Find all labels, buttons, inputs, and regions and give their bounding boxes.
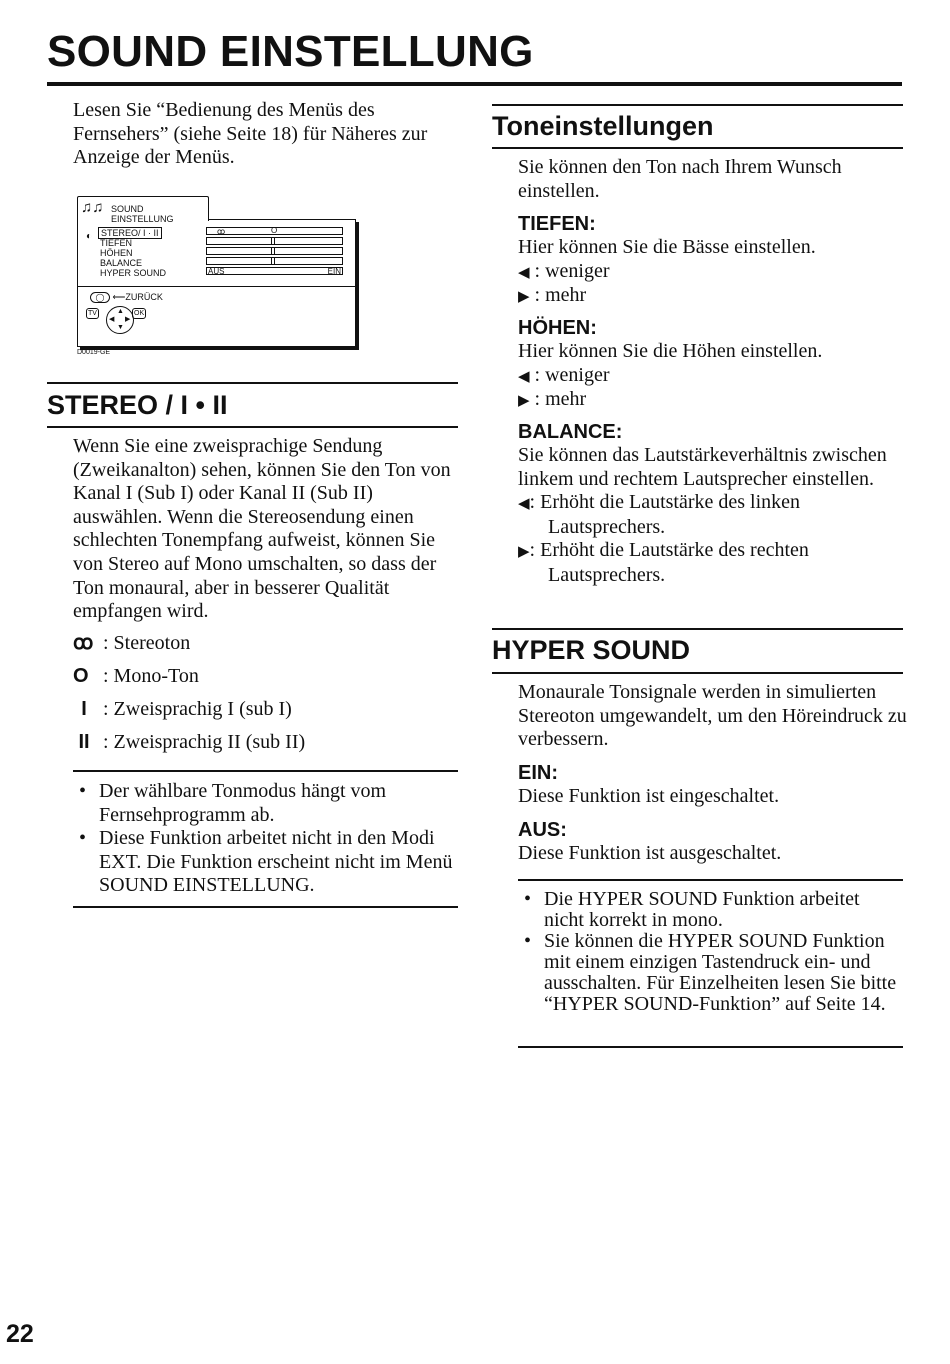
tiefen-label: TIEFEN: — [518, 213, 596, 235]
tiefen-left: : weniger — [534, 259, 610, 282]
arrow-right-icon: ▶ — [518, 542, 530, 561]
stereo-notes-rule-bottom — [73, 906, 458, 908]
osd-frame — [77, 219, 356, 347]
osd-tab — [77, 196, 209, 224]
stereo-heading: STEREO / I • II — [47, 390, 228, 420]
osd-item-stereo: STEREO/ I · II — [98, 227, 162, 239]
osd-bar-balance — [206, 257, 343, 265]
osd-menu-illustration — [72, 192, 372, 362]
page-number: 22 — [6, 1320, 34, 1348]
title-rule — [47, 82, 902, 86]
osd-item-tiefen: TIEFEN — [100, 238, 133, 248]
osd-bar-hyper-sound — [206, 267, 343, 275]
list-item: • Sie können die HYPER SOUND Funktion mit einem einzigen Tastendruck ein- und ausschalten. Für Einzelheiten lesen Sie bitte “HYPER SOUND-Funktion” auf Seite 14. — [518, 931, 903, 1015]
aus-text: Diese Funktion ist ausgeschaltet. — [518, 842, 782, 864]
stereo-icon: ꝏ — [217, 227, 226, 236]
mode-row-stereo — [73, 631, 190, 655]
list-item: • Diese Funktion arbeitet nicht in den Modi EXT. Die Funktion erscheint nicht im Menü SOUND EINSTELLUNG. — [73, 827, 458, 898]
ein-label: EIN: — [518, 762, 558, 784]
figure-code: D0019-GE — [77, 349, 111, 356]
list-item: • Der wählbare Tonmodus hängt vom Fernsehprogramm ab. — [73, 780, 458, 827]
tone-rule-bottom — [492, 147, 903, 149]
intro-text: Lesen Sie “Bedienung des Menüs des Fernsehers” (siehe Seite 18) für Näheres zur Anzeige der Menüs. — [73, 99, 428, 169]
osd-separator — [78, 286, 355, 287]
dpad-icon: ▲ ▼ ◀ ▶ — [106, 306, 134, 334]
hyper-notes — [518, 889, 903, 1015]
balance-text: Sie können das Lautstärkeverhältnis zwischen linkem und rechtem Lautsprecher einstellen. — [518, 444, 887, 490]
return-button-icon: ◯ — [90, 292, 110, 303]
hoehen-block — [518, 340, 903, 413]
osd-item-hoehen: HÖHEN — [100, 248, 133, 258]
mode-label: : Mono-Ton — [103, 665, 199, 687]
mode-label: : Stereoton — [103, 632, 191, 654]
arrow-left-icon: ⟵ — [112, 292, 126, 302]
tiefen-text: Hier können Sie die Bässe einstellen. — [518, 236, 816, 258]
balance-left: : Erhöht die Lautstärke des linken Lautsprechers. — [529, 491, 801, 538]
osd-hyper-aus: AUS — [208, 267, 225, 276]
hyper-heading: HYPER SOUND — [492, 635, 691, 665]
mode-row-mono — [73, 664, 199, 688]
osd-navpad — [86, 306, 156, 334]
hoehen-right: : mehr — [534, 388, 587, 411]
hyper-notes-rule-bottom — [518, 1046, 903, 1048]
osd-back-hint — [90, 292, 163, 303]
balance-right: : Erhöht die Lautstärke des rechten Lautsprechers. — [529, 539, 809, 586]
osd-bar-tiefen — [206, 237, 343, 245]
hoehen-text: Hier können Sie die Höhen einstellen. — [518, 340, 823, 362]
stereo-rule-top — [47, 382, 458, 384]
sub-two-icon: II — [78, 731, 90, 753]
osd-tab-label: SOUND EINSTELLUNG — [111, 204, 174, 224]
hoehen-left: : weniger — [534, 363, 610, 386]
radio-icon: ◐ — [86, 231, 93, 242]
osd-key-ok: OK — [134, 310, 145, 317]
tiefen-block — [518, 236, 903, 309]
arrow-right-icon: ▶ — [518, 287, 530, 306]
music-note-icon: ♫♫ — [81, 200, 104, 216]
hyper-rule-top — [492, 628, 903, 630]
hyper-intro: Monaurale Tonsignale werden in simulierten Stereoton umgewandelt, um den Höreindruck zu verbessern. — [518, 681, 907, 751]
tone-rule-top — [492, 104, 903, 106]
osd-back-label: ZURÜCK — [125, 292, 163, 302]
osd-item-balance: BALANCE — [100, 258, 143, 268]
mono-icon: O — [271, 226, 278, 235]
stereo-icon: ꝏ — [73, 632, 94, 654]
osd-item-hyper-sound: HYPER SOUND — [100, 268, 167, 278]
arrow-left-icon: ◀ — [518, 494, 530, 513]
mode-label: : Zweisprachig II (sub II) — [103, 731, 306, 753]
osd-hyper-ein: EIN — [327, 267, 341, 276]
tiefen-right: : mehr — [534, 284, 587, 307]
hoehen-label: HÖHEN: — [518, 317, 597, 339]
stereo-text: Wenn Sie eine zweisprachige Sendung (Zweikanalton) sehen, können Sie den Ton von Kanal I (Sub I) oder Kanal II (Sub II) auswählen. Wenn die Stereosendung einen schlechten Tonempfang aufweist, können Sie von Stereo auf Mono umschalten, so dass der Ton monaural, aber in besserer Qualität empfangen wird. — [73, 435, 451, 623]
mode-label: : Zweisprachig I (sub I) — [103, 698, 292, 720]
arrow-right-icon: ▶ — [518, 391, 530, 410]
hyper-rule-bottom — [492, 672, 903, 674]
mono-icon: O — [73, 665, 89, 687]
stereo-notes — [73, 780, 458, 898]
balance-block — [518, 444, 903, 588]
hyper-notes-rule-top — [518, 879, 903, 881]
aus-label: AUS: — [518, 819, 567, 841]
tone-heading: Toneinstellungen — [492, 111, 714, 141]
ein-text: Diese Funktion ist eingeschaltet. — [518, 785, 780, 807]
arrow-left-icon: ◀ — [518, 262, 530, 281]
mode-row-sub-one — [73, 697, 292, 721]
stereo-notes-rule-top — [73, 770, 458, 772]
tone-intro: Sie können den Ton nach Ihrem Wunsch einstellen. — [518, 156, 842, 202]
arrow-left-icon: ◀ — [518, 366, 530, 385]
list-item: • Die HYPER SOUND Funktion arbeitet nicht korrekt in mono. — [518, 889, 903, 931]
sub-one-icon: I — [81, 698, 87, 720]
osd-bar-hoehen — [206, 247, 343, 255]
osd-bar-stereo — [206, 227, 343, 235]
page-title: SOUND EINSTELLUNG — [47, 27, 534, 76]
mode-row-sub-two — [73, 730, 305, 754]
stereo-rule-bottom — [47, 426, 458, 428]
osd-key-tv: TV — [88, 310, 97, 317]
balance-label: BALANCE: — [518, 421, 623, 443]
